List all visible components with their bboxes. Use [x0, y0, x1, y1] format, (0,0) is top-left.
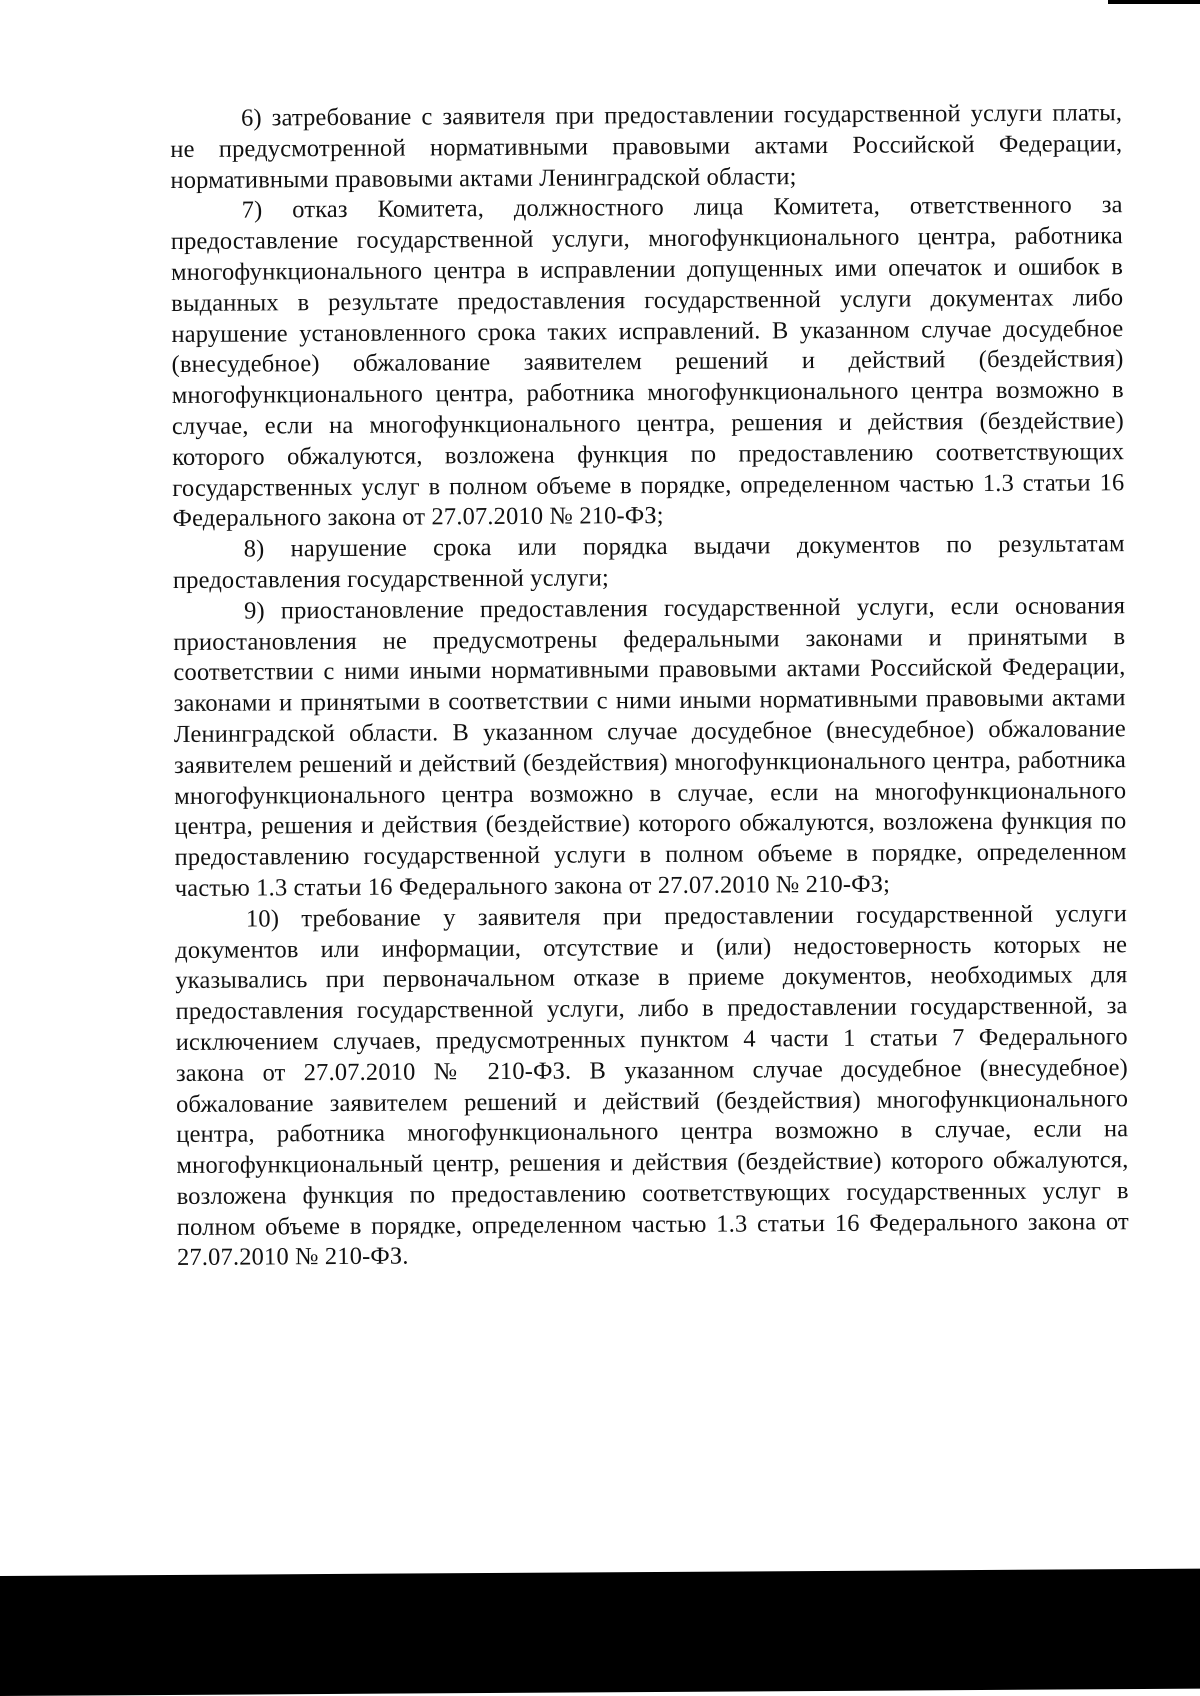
paragraph-item-6: 6) затребование с заявителя при предоставлении государственной услуги платы, не предусмотренной нормативными правовыми актами Российской Федерации, нормативными правовыми актами Ленинградской области; [170, 99, 1123, 194]
scan-edge-mark [1108, 0, 1200, 4]
paragraph-item-10: 10) требование у заявителя при предоставлении государственной услуги документов или информации, отсутствие и (или) недостоверность которых не указывались при первоначальном отказе в приеме документов, необходимых для предоставления государственной услуги, либо в предоставлении государственной, за исключением случаев, предусмотренных пунктом 4 части 1 статьи 7 Федерального закона от 27.07.2010 № 210-ФЗ. В указанном случае досудебное (внесудебное) обжалование заявителем решений и действий (бездействия) многофункционального центра, работника многофункционального центра возможно в случае, если на многофункциональный центр, решения и действия (бездействие) которого обжалуются, возложена функция по предоставлению соответствующих государственных услуг в полном объеме в порядке, определенном частью 1.3 статьи 16 Федерального закона от 27.07.2010 № 210-ФЗ. [175, 899, 1129, 1272]
scan-bottom-shadow [0, 1569, 1200, 1696]
paragraph-item-7: 7) отказ Комитета, должностного лица Комитета, ответственного за предоставление государственной услуги, многофункционального центра, работника многофункционального центра в исправлении допущенных ими опечаток и ошибок в выданных в результате предоставления государственной услуги документах либо нарушение установленного срока таких исправлений. В указанном случае досудебное (внесудебное) обжалование заявителем решений и действий (бездействия) многофункционального центра, работника многофункционального центра возможно в случае, если на многофункционального центра, решения и действия (бездействие) которого обжалуются, возложена функция по предоставлению соответствующих государственных услуг в полном объеме в порядке, определенном частью 1.3 статьи 16 Федерального закона от 27.07.2010 № 210-ФЗ; [170, 191, 1125, 533]
paragraph-item-9: 9) приостановление предоставления государственной услуги, если основания приостановления не предусмотрены федеральными законами и принятыми в соответствии с ними иными нормативными правовыми актами Российской Федерации, законами и принятыми в соответствии с ними иными нормативными правовыми актами Ленинградской области. В указанном случае досудебное (внесудебное) обжалование заявителем решений и действий (бездействия) многофункционального центра, работника многофункционального центра возможно в случае, если на многофункционального центра, решения и действия (бездействие) которого обжалуются, возложена функция по предоставлению государственной услуги в полном объеме в порядке, определенном частью 1.3 статьи 16 Федерального закона от 27.07.2010 № 210-ФЗ; [173, 591, 1127, 902]
paragraph-item-8: 8) нарушение срока или порядка выдачи документов по результатам предоставления государственной услуги; [172, 530, 1125, 594]
document-body [170, 98, 1129, 1274]
